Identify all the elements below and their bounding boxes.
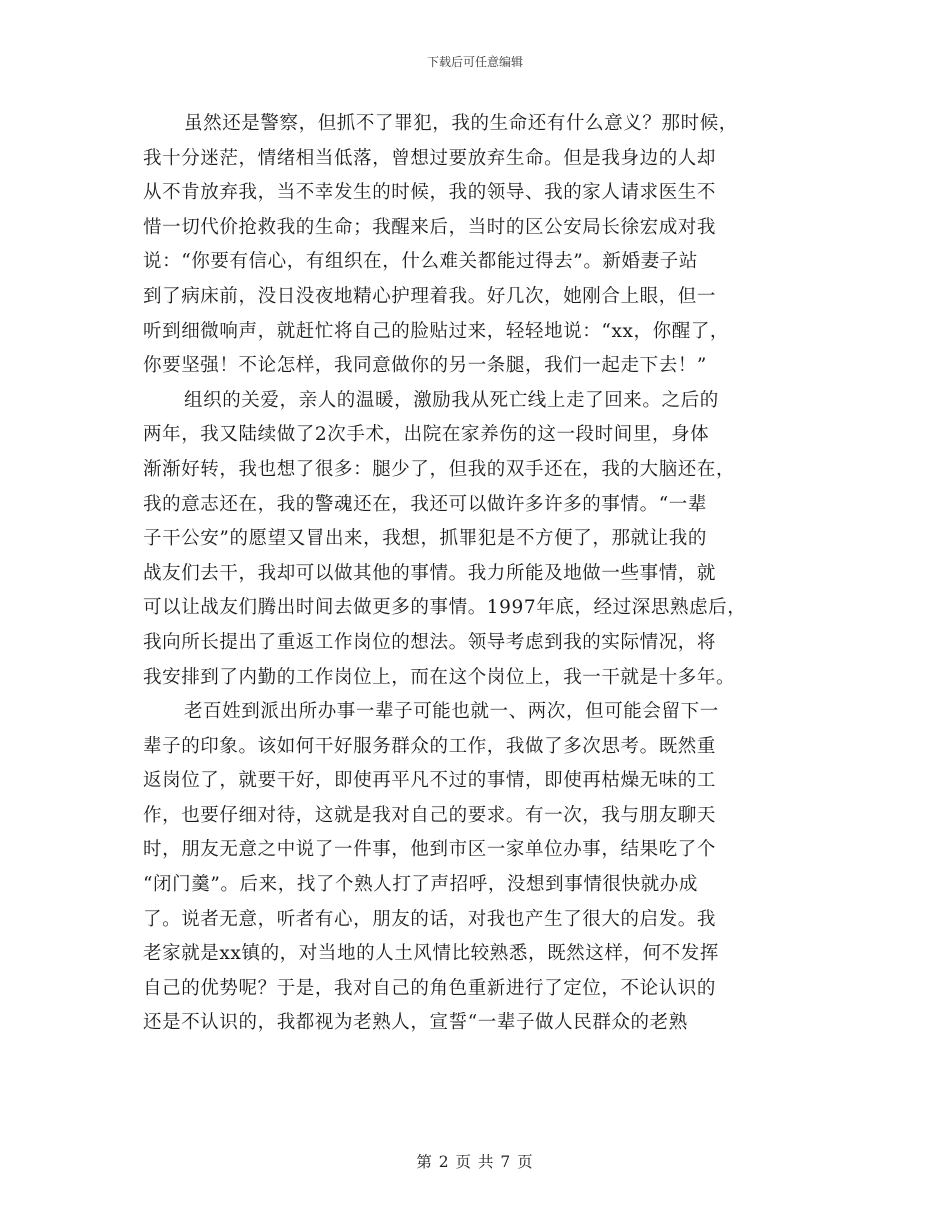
text-line: 老百姓到派出所办事一辈子可能也就一、两次，但可能会留下一 xyxy=(184,701,719,723)
text-line: 老家就是xx镇的，对当地的人土风情比较熟悉，既然这样，何不发挥 xyxy=(143,943,719,965)
text-line: 组织的关爱，亲人的温暖，激励我从死亡线上走了回来。之后的 xyxy=(184,389,719,411)
text-line: 还是不认识的，我都视为老熟人，宣誓“一辈子做人民群众的老熟 xyxy=(143,1012,688,1034)
text-line: 我向所长提出了重返工作岗位的想法。领导考虑到我的实际情况，将 xyxy=(143,631,717,653)
text-line: 战友们去干，我却可以做其他的事情。我力所能及地做一些事情，就 xyxy=(143,562,717,584)
text-line: 返岗位了，就要干好，即使再平凡不过的事情，即使再枯燥无味的工 xyxy=(143,770,717,792)
text-line: 辈子的印象。该如何干好服务群众的工作，我做了多次思考。既然重 xyxy=(143,735,717,757)
text-line: 说：“你要有信心，有组织在，什么难关都能过得去”。新婚妻子站 xyxy=(143,251,698,273)
text-line: 两年，我又陆续做了2次手术，出院在家养伤的这一段时间里，身体 xyxy=(143,424,710,446)
page-number: 第 2 页 共 7 页 xyxy=(416,1153,534,1171)
text-line: 可以让战友们腾出时间去做更多的事情。1997年底，经过深思熟虑后， xyxy=(143,597,747,619)
text-line: 子干公安”的愿望又冒出来，我想，抓罪犯是不方便了，那就让我的 xyxy=(143,528,707,550)
text-line: 从不肯放弃我，当不幸发生的时候，我的领导、我的家人请求医生不 xyxy=(143,182,717,204)
text-line: 自己的优势呢？于是，我对自己的角色重新进行了定位，不论认识的 xyxy=(143,977,717,999)
text-line: 惜一切代价抢救我的生命；我醒来后，当时的区公安局长徐宏成对我 xyxy=(143,216,717,238)
text-line: 听到细微响声，就赶忙将自己的脸贴过来，轻轻地说：“xx，你醒了， xyxy=(143,320,730,342)
text-line: 了。说者无意，听者有心，朋友的话，对我也产生了很大的启发。我 xyxy=(143,908,717,930)
text-line: 虽然还是警察，但抓不了罪犯，我的生命还有什么意义？那时候， xyxy=(184,113,738,134)
page-header: 下载后可任意编辑 xyxy=(426,55,523,69)
text-line: “闭门羹”。后来，找了个熟人打了声招呼，没想到事情很快就办成 xyxy=(143,874,698,896)
document-body xyxy=(143,107,807,1041)
text-line: 我十分迷茫，情绪相当低落，曾想过要放弃生命。但是我身边的人却 xyxy=(143,147,717,169)
text-line: 你要坚强！不论怎样，我同意做你的另一条腿，我们一起走下去！” xyxy=(143,355,707,377)
text-line: 作，也要仔细对待，这就是我对自己的要求。有一次，我与朋友聊天 xyxy=(143,804,717,826)
text-line: 渐渐好转，我也想了很多：腿少了，但我的双手还在，我的大脑还在， xyxy=(143,458,736,480)
text-line: 我的意志还在，我的警魂还在，我还可以做许多许多的事情。“一辈 xyxy=(143,493,707,515)
text-line: 到了病床前，没日没夜地精心护理着我。好几次，她刚合上眼，但一 xyxy=(143,285,717,307)
text-line: 我安排到了内勤的工作岗位上，而在这个岗位上，我一干就是十多年。 xyxy=(143,666,736,688)
text-line: 时，朋友无意之中说了一件事，他到市区一家单位办事，结果吃了个 xyxy=(143,839,717,861)
